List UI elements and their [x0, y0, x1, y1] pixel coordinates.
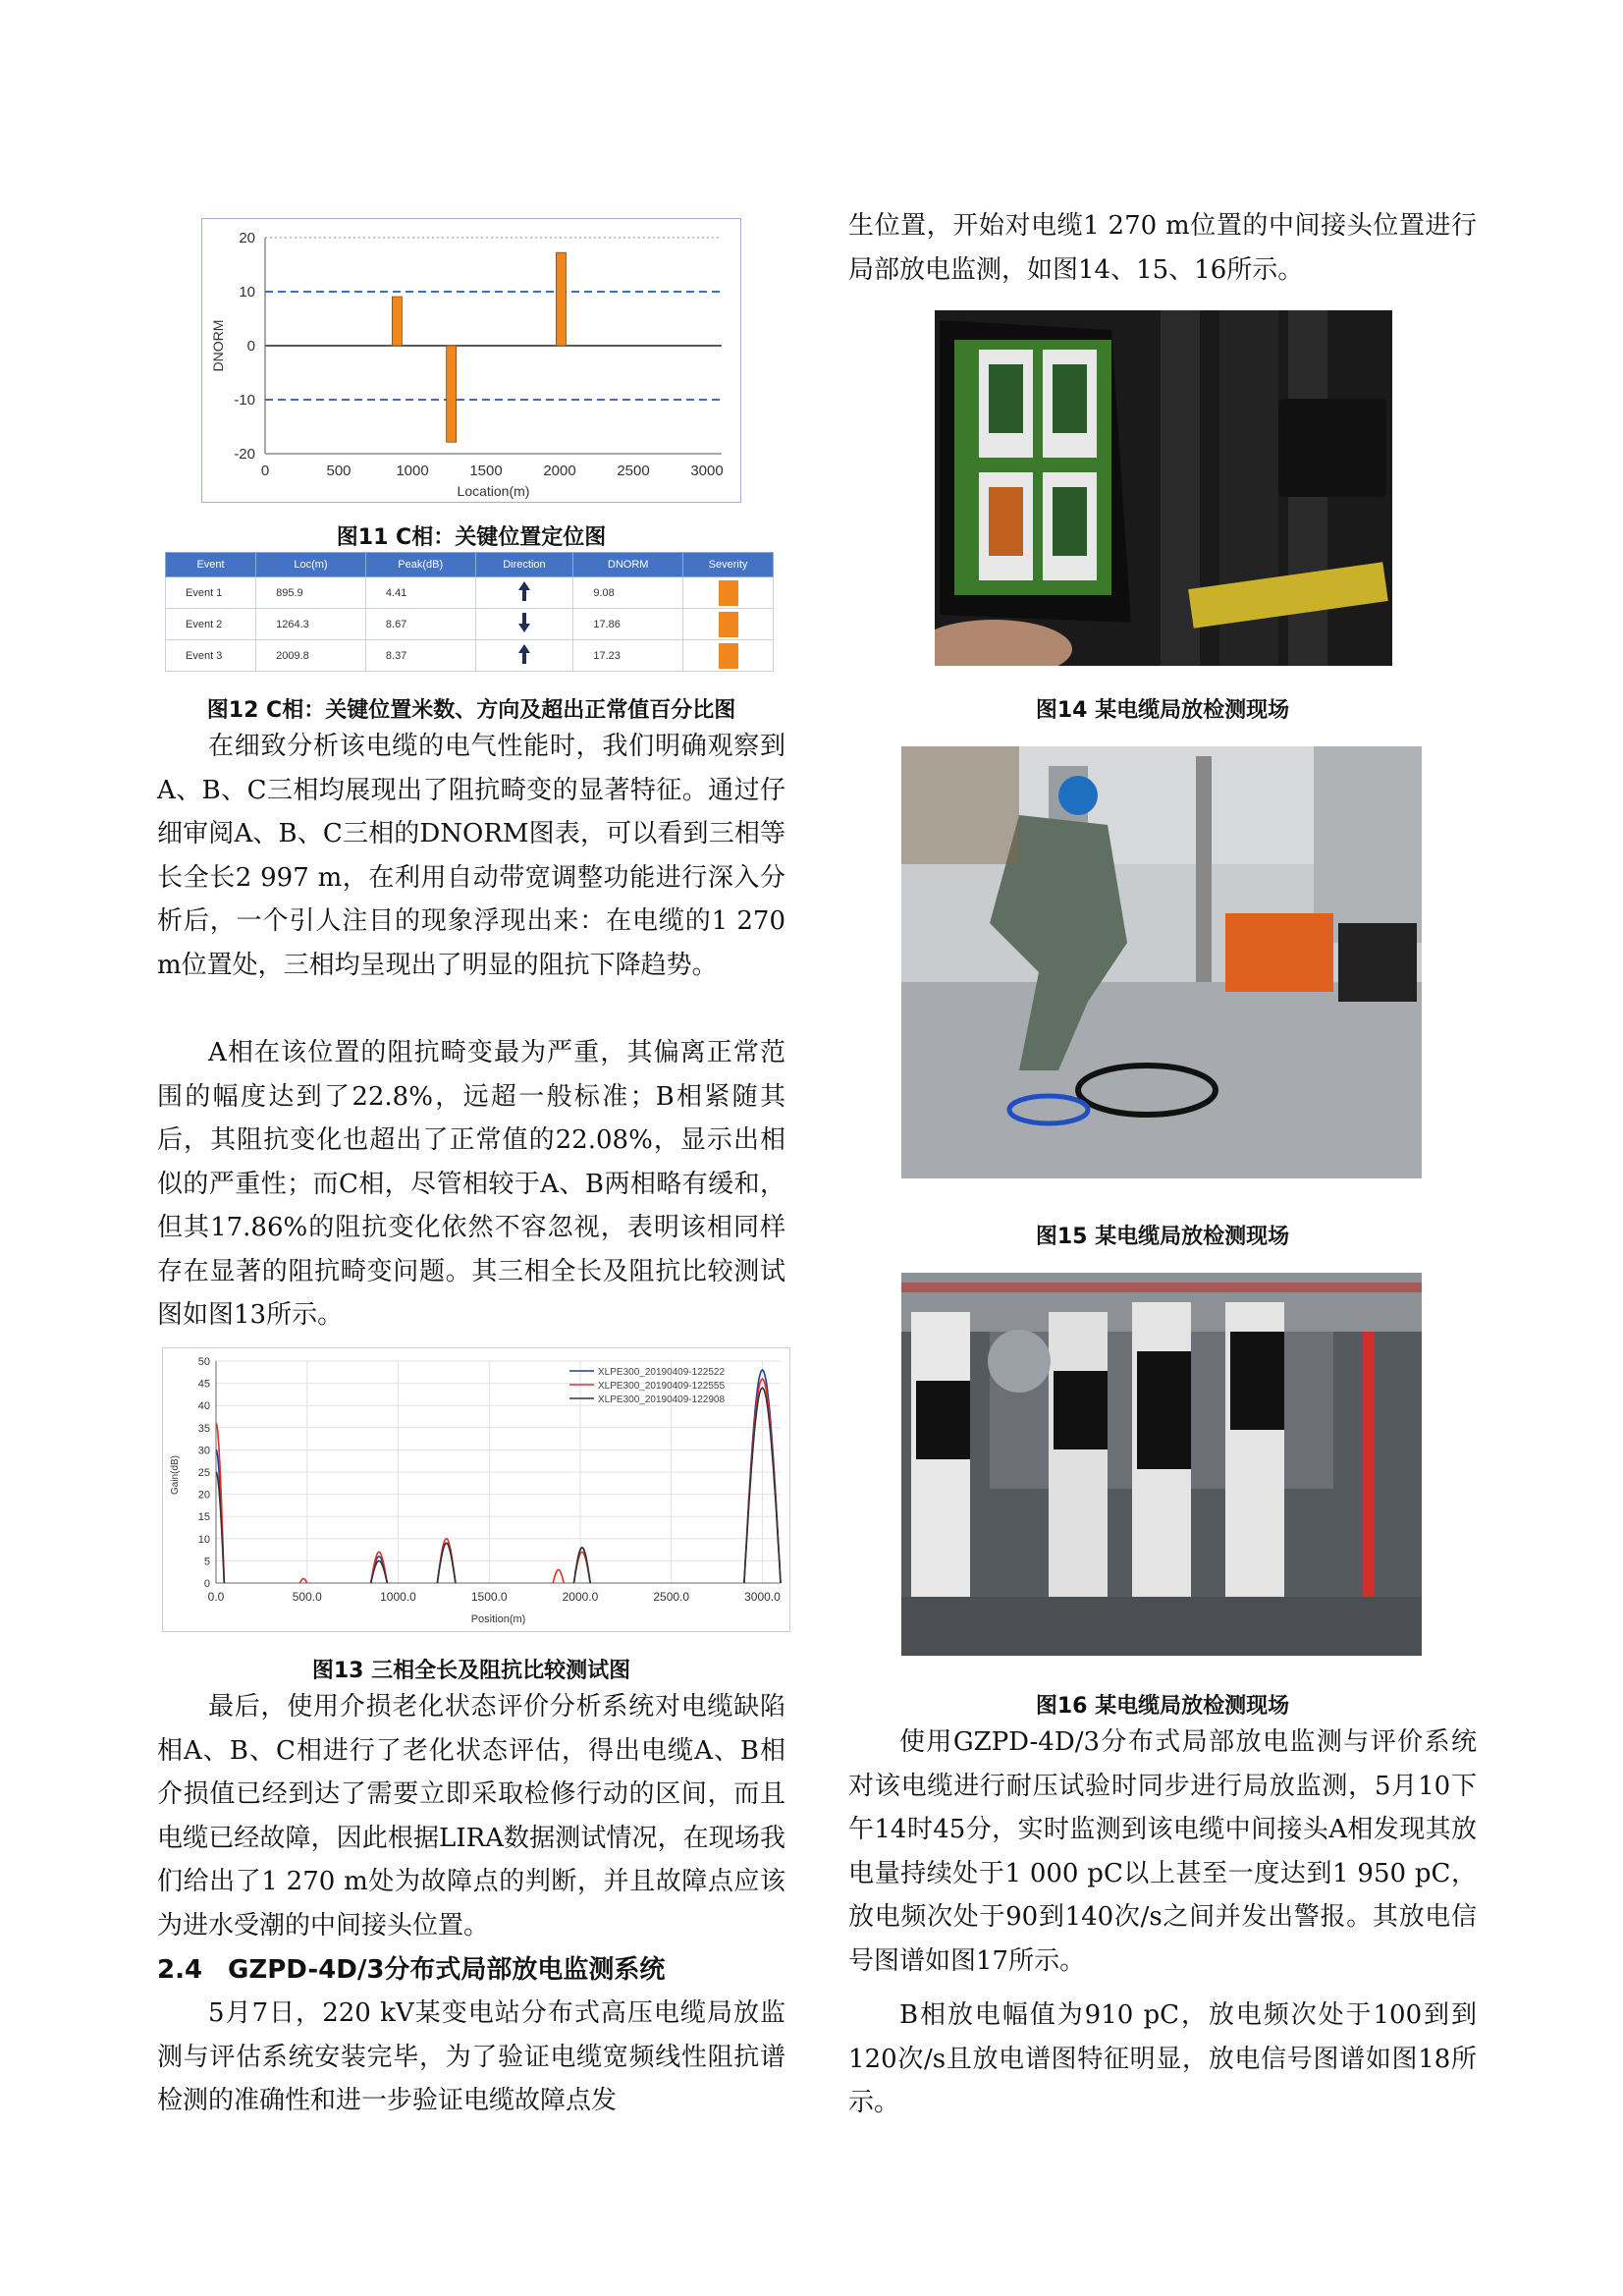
x-tick-label: 3000	[690, 463, 724, 479]
legend-label: XLPE300_20190409-122522	[598, 1367, 726, 1378]
col-header-peak: Peak(dB)	[365, 553, 475, 577]
x-tick-label: 2000.0	[562, 1590, 599, 1604]
bar	[556, 252, 566, 346]
legend-label: XLPE300_20190409-122908	[598, 1394, 726, 1405]
severity-bar	[719, 580, 738, 606]
tablet-monitoring-photo	[935, 310, 1392, 666]
col-header-loc: Loc(m)	[256, 553, 366, 577]
x-tick-label: 2500	[617, 463, 650, 479]
figure-15-caption: 图15 某电缆局放检测现场	[1035, 1225, 1290, 1249]
y-tick-label: -20	[234, 446, 255, 463]
figure-14-photo	[935, 310, 1392, 666]
cable-terminals-photo	[901, 1273, 1422, 1656]
figure-13-chart	[162, 1347, 790, 1632]
figure-16-photo	[901, 1273, 1422, 1656]
event-cell: Event 2	[166, 609, 256, 640]
x-axis-label: Location(m)	[457, 483, 530, 499]
y-tick-label: 50	[197, 1356, 210, 1368]
table-row	[166, 609, 774, 640]
gain-position-chart	[162, 1347, 790, 1632]
dnorm-cell: 17.86	[573, 609, 683, 640]
body-paragraph: 在细致分析该电缆的电气性能时，我们明确观察到A、B、C三相均展现出了阻抗畸变的显著特征。通过仔细审阅A、B、C三相的DNORM图表，可以看到三相等长全长2 997 m，在利用自动带宽调整功能进行深入分析后，一个引人注目的现象浮现出来：在电缆的1 270 m位置处，三相均呈现出了明显的阻抗下降趋势。	[157, 732, 785, 980]
table-row	[166, 577, 774, 609]
event-table	[165, 552, 774, 672]
loc-cell: 2009.8	[256, 640, 366, 672]
peak-cell: 8.67	[365, 609, 475, 640]
table-row	[166, 640, 774, 672]
y-tick-label: 30	[197, 1445, 210, 1457]
col-header-event: Event	[166, 553, 256, 577]
y-tick-label: 10	[239, 284, 255, 301]
severity-cell	[683, 640, 774, 672]
dnorm-cell: 17.23	[573, 640, 683, 672]
y-tick-label: 0	[246, 338, 255, 355]
body-paragraph: B相放电幅值为910 pC，放电频次处于100到到120次/s且放电谱图特征明显，放电信号图谱如图18所示。	[848, 2000, 1477, 2117]
y-tick-label: 35	[197, 1422, 210, 1435]
y-tick-label: 25	[197, 1467, 210, 1479]
bar	[447, 346, 457, 442]
figure-11-caption: 图11 C相：关键位置定位图	[336, 525, 607, 550]
x-tick-label: 3000.0	[744, 1590, 781, 1604]
body-paragraph: 5月7日，220 kV某变电站分布式高压电缆局放监测与评估系统安装完毕，为了验证电缆宽频线性阻抗谱检测的准确性和进一步验证电缆故障点发	[157, 1998, 785, 2115]
figure-14-caption: 图14 某电缆局放检测现场	[1035, 698, 1290, 723]
x-tick-label: 0	[260, 463, 270, 479]
x-tick-label: 1000.0	[380, 1590, 416, 1604]
col-header-dnorm: DNORM	[573, 553, 683, 577]
severity-bar	[719, 643, 738, 669]
figure-13-caption: 图13 三相全长及阻抗比较测试图	[311, 1659, 631, 1683]
loc-cell: 1264.3	[256, 609, 366, 640]
figure-12-caption: 图12 C相：关键位置米数、方向及超出正常值百分比图	[206, 698, 736, 723]
figure-16-caption: 图16 某电缆局放检测现场	[1035, 1694, 1290, 1719]
y-tick-label: 20	[239, 230, 255, 246]
section-heading: 2.4 GZPD-4D/3分布式局部放电监测系统	[157, 1955, 666, 1985]
severity-bar	[719, 612, 738, 637]
col-header-direction: Direction	[475, 553, 573, 577]
x-tick-label: 500.0	[292, 1590, 322, 1604]
x-tick-label: 2500.0	[653, 1590, 690, 1604]
body-paragraph: A相在该位置的阻抗畸变最为严重，其偏离正常范围的幅度达到了22.8%，远超一般标准；B相紧随其后，其阻抗变化也超出了正常值的22.08%，显示出相似的严重性；而C相，尽管相较于A、B两相略有缓和，但其17.86%的阻抗变化依然不容忽视，表明该相同样存在显著的阻抗畸变问题。其三相全长及阻抗比较测试图如图13所示。	[157, 1038, 785, 1330]
x-tick-label: 500	[326, 463, 352, 479]
y-tick-label: 40	[197, 1400, 210, 1413]
y-tick-label: 15	[197, 1511, 210, 1524]
y-tick-label: 0	[203, 1578, 210, 1590]
y-tick-label: -10	[234, 392, 255, 409]
direction-up-icon	[475, 577, 573, 609]
y-axis-label: Gain(dB)	[170, 1454, 181, 1496]
col-header-severity: Severity	[683, 553, 774, 577]
loc-cell: 895.9	[256, 577, 366, 609]
body-paragraph: 生位置，开始对电缆1 270 m位置的中间接头位置进行局部放电监测，如图14、15、16所示。	[848, 211, 1477, 285]
dnorm-cell: 9.08	[573, 577, 683, 609]
y-tick-label: 20	[197, 1489, 210, 1502]
direction-down-icon	[475, 609, 573, 640]
y-tick-label: 45	[197, 1378, 210, 1391]
y-tick-label: 5	[203, 1556, 210, 1568]
peak-cell: 8.37	[365, 640, 475, 672]
direction-up-icon	[475, 640, 573, 672]
event-cell: Event 1	[166, 577, 256, 609]
x-tick-label: 2000	[543, 463, 576, 479]
y-axis-label: DNORM	[210, 319, 226, 372]
severity-cell	[683, 577, 774, 609]
dnorm-location-chart	[201, 218, 741, 503]
figure-11-chart	[201, 218, 741, 503]
bar	[392, 297, 402, 346]
x-axis-label: Position(m)	[470, 1613, 526, 1625]
field-worker-photo	[901, 746, 1422, 1178]
figure-15-photo	[901, 746, 1422, 1178]
body-paragraph: 使用GZPD-4D/3分布式局部放电监测与评价系统对该电缆进行耐压试验时同步进行局放监测，5月10下午14时45分，实时监测到该电缆中间接头A相发现其放电量持续处于1 000 pC以上甚至一度达到1 950 pC，放电频次处于90到140次/s之间并发出警报。其放电信号图谱如图17所示。	[848, 1727, 1477, 1976]
x-tick-label: 1500	[469, 463, 503, 479]
x-tick-label: 0.0	[207, 1590, 225, 1604]
x-tick-label: 1500.0	[470, 1590, 508, 1604]
x-tick-label: 1000	[396, 463, 429, 479]
body-paragraph: 最后，使用介损老化状态评价分析系统对电缆缺陷相A、B、C相进行了老化状态评估，得出电缆A、B相介损值已经到达了需要立即采取检修行动的区间，而且电缆已经故障，因此根据LIRA数据测试情况，在现场我们给出了1 270 m处为故障点的判断，并且故障点应该为进水受潮的中间接头位置。	[157, 1692, 785, 1941]
y-tick-label: 10	[197, 1533, 210, 1546]
severity-cell	[683, 609, 774, 640]
table-header-row	[166, 553, 774, 577]
peak-cell: 4.41	[365, 577, 475, 609]
event-cell: Event 3	[166, 640, 256, 672]
legend-label: XLPE300_20190409-122555	[598, 1381, 726, 1392]
